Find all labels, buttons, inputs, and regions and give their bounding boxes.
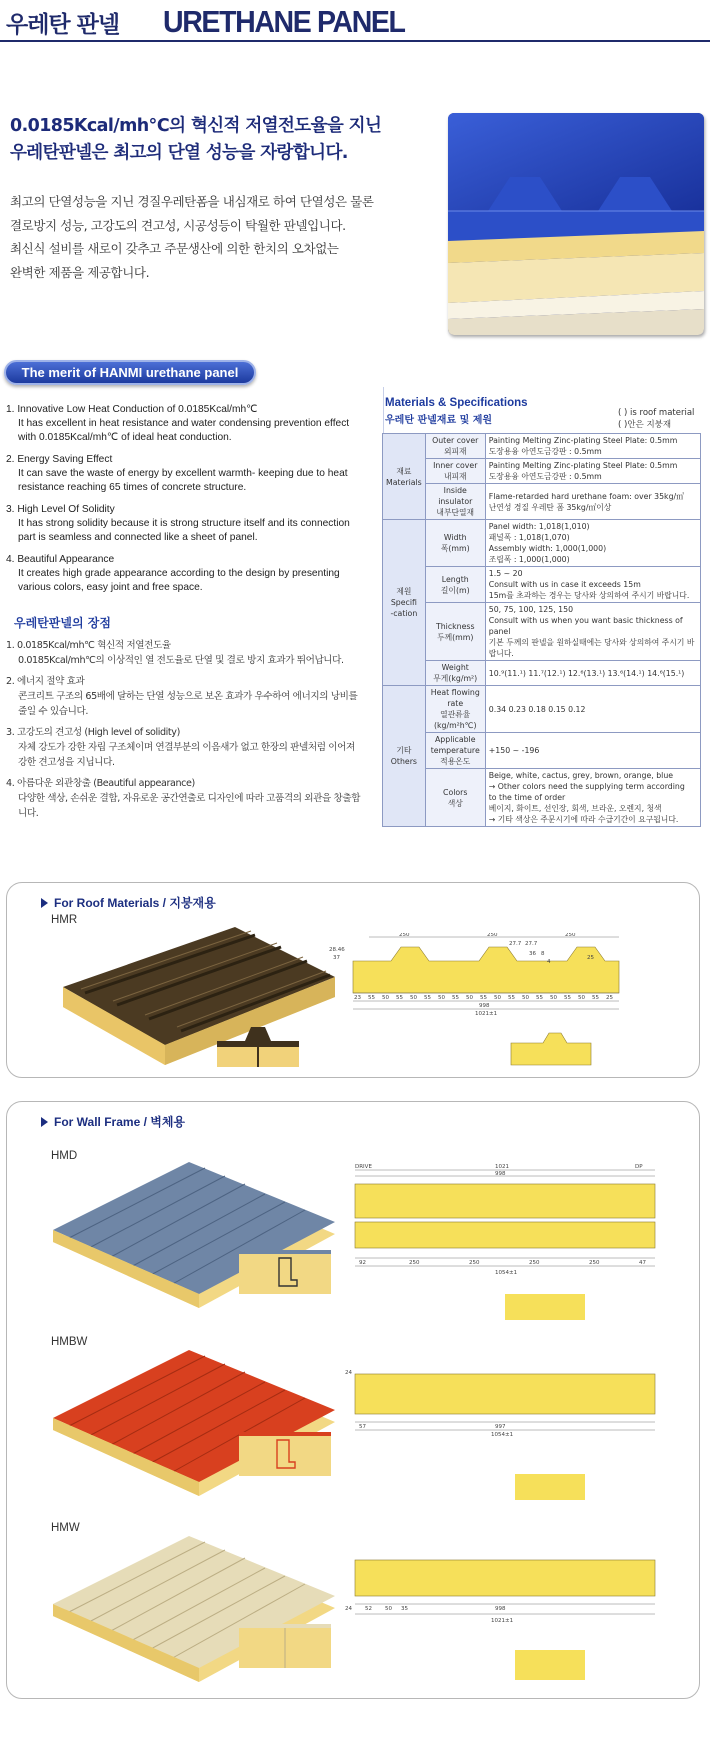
- merit-item: [6, 553, 366, 595]
- spec-row: [383, 484, 701, 520]
- dim-label: 36: [529, 951, 536, 957]
- dim-label: 25: [606, 995, 613, 1001]
- spec-item: [425, 603, 485, 661]
- spec-item: [425, 567, 485, 603]
- dim-label: 55: [452, 995, 459, 1001]
- spec-item-label: Inside insulator 내부단열재: [436, 486, 475, 517]
- merit-ko-item-body: 다양한 색상, 손쉬운 결합, 자유로운 공간연출로 디자인에 따라 고품격의 외관을 창출합니다.: [18, 793, 361, 819]
- page-title-korean: 우레탄 판넬: [6, 12, 120, 38]
- dim-label: 1054±1: [491, 1432, 514, 1438]
- merit-item-body: It creates high grade appearance according to the design by presenting various colors, easy joint and free space.: [18, 568, 340, 593]
- wall-section-head: [41, 1113, 185, 1130]
- dim-label: 50: [382, 995, 389, 1001]
- merit-korean-list: [6, 638, 366, 827]
- merit-item-head: 2. Energy Saving Effect: [6, 454, 113, 465]
- spec-item-label: Colors 색상: [443, 787, 468, 808]
- dim-label: 50: [522, 995, 529, 1001]
- spec-category: [383, 434, 426, 520]
- dim-label: 55: [592, 995, 599, 1001]
- intro-body-line: 최고의 단열성능을 지닌 경질우레탄폼을 내심재로 하여 단열성은 물론: [10, 194, 374, 209]
- spec-item-label: Weight 무게(kg/m²): [433, 663, 478, 683]
- dim-label: 997: [495, 1424, 506, 1430]
- dim-label: 24: [345, 1370, 352, 1376]
- spec-value: [485, 434, 700, 459]
- spec-item-label: Applicable temperature 적용온도: [430, 735, 480, 766]
- dim-label: 50: [494, 995, 501, 1001]
- merit-ko-item-head: 2. 에너지 절약 효과: [6, 676, 85, 687]
- spec-category: [383, 686, 426, 827]
- roof-materials-section: [6, 882, 700, 1078]
- dim-label: 55: [424, 995, 431, 1001]
- merit-ko-item-head: 3. 고강도의 견고성 (High level of solidity): [6, 727, 180, 738]
- intro-body: [10, 190, 410, 284]
- spec-item: [425, 434, 485, 459]
- spec-subtitle: 우레탄 판넬재료 및 제원: [385, 415, 493, 426]
- dim-label: 250: [409, 1260, 420, 1266]
- spec-value-text: Flame-retarded hard urethane foam: over 35kg/㎥ 난연성 경질 우레탄 폼 35kg/㎥이상: [488, 491, 684, 512]
- spec-row: [383, 661, 701, 686]
- merit-ko-item: [6, 725, 366, 770]
- merit-item-head: 3. High Level Of Solidity: [6, 504, 115, 515]
- hmbw-joint-illustration: [239, 1432, 331, 1476]
- spec-item: [425, 686, 485, 733]
- dim-label: 35: [401, 1606, 408, 1612]
- spec-category: [383, 520, 426, 686]
- spec-value-text: +150 ~ -196: [488, 746, 540, 755]
- spec-value: [485, 686, 700, 733]
- spec-value-text: 1.5 ~ 20 Consult with us in case it exceeds 15m 15m를 초과하는 경우는 당사와 상의하여 주시기 바랍니다.: [488, 569, 690, 600]
- hmw-model-name: HMW: [51, 1522, 80, 1534]
- spec-row: [383, 459, 701, 484]
- roof-bottom-dimensions: [354, 995, 613, 1001]
- spec-note: [618, 407, 694, 431]
- spec-row: [383, 769, 701, 827]
- wall-section-title: For Wall Frame / 벽체용: [54, 1115, 186, 1129]
- spec-item: [425, 661, 485, 686]
- hmr-section-diagram: [329, 933, 685, 1073]
- spec-item-label: Thickness 두께(mm): [435, 621, 475, 642]
- merit-item-body: It has strong solidity because it is strong structure itself and its connection part is seamless and connected like a sheet of panel.: [18, 518, 350, 543]
- dim-label: 57: [359, 1424, 366, 1430]
- dim-label: 50: [466, 995, 473, 1001]
- dim-label: 1054±1: [495, 1270, 518, 1276]
- dim-label: DP: [635, 1164, 643, 1170]
- merit-ko-item-head: 1. 0.0185Kcal/mh℃ 혁신적 저열전도율: [6, 640, 171, 651]
- roof-model-name: HMR: [51, 914, 78, 926]
- spec-value-text: Panel width: 1,018(1,010) 패널폭 : 1,018(1,070) Assembly width: 1,000(1,000) 조립폭 : 1,000(1,000): [488, 522, 607, 564]
- dim-label: 25: [587, 955, 594, 961]
- hmd-model-name: HMD: [51, 1150, 78, 1162]
- intro-headline: [10, 113, 410, 167]
- spec-item: [425, 520, 485, 567]
- spec-table: [382, 433, 701, 827]
- spec-item-label: Outer cover 외피재: [432, 436, 479, 456]
- roof-section-head: [41, 894, 216, 911]
- spec-title: Materials & Specifications: [385, 397, 528, 409]
- merit-item: [6, 403, 366, 445]
- spec-row: [383, 434, 701, 459]
- dim-label: DRIVE: [355, 1164, 372, 1170]
- dim-label: 1021±1: [475, 1011, 498, 1017]
- intro-body-line: 최신식 설비를 새로이 갖추고 주문생산에 의한 한치의 오차없는: [10, 241, 339, 256]
- merit-ko-item-body: 자체 강도가 강한 자립 구조체이며 연결부분의 이음새가 없고 한장의 판넬처럼 이어져 강한 견고성을 지닙니다.: [18, 742, 355, 768]
- spec-value: [485, 520, 700, 567]
- dim-label: 998: [479, 1003, 490, 1009]
- dim-label: 24: [345, 1606, 352, 1612]
- merit-ko-item-body: 0.0185Kcal/mh℃의 이상적인 열 전도율로 단열 및 결로 방지 효과가 뛰어납니다.: [18, 655, 344, 666]
- hmd-section-diagram: [325, 1164, 685, 1324]
- spec-category-label: 기타 Others: [390, 746, 417, 766]
- spec-value: [485, 567, 700, 603]
- merit-ko-item-body: 콘크리트 구조의 65배에 달하는 단열 성능으로 보온 효과가 우수하여 에너지의 낭비를 줄일 수 있습니다.: [18, 691, 358, 717]
- merit-ko-item: [6, 776, 366, 821]
- dim-label: 55: [396, 995, 403, 1001]
- spec-row: [383, 567, 701, 603]
- spec-value: [485, 484, 700, 520]
- spec-value-text: Painting Melting Zinc-plating Steel Plate: 0.5mm 도장용융 아연도금강판 : 0.5mm: [488, 461, 678, 481]
- spec-item: [425, 733, 485, 769]
- dim-label: 1021: [495, 1164, 509, 1170]
- dim-label: 55: [480, 995, 487, 1001]
- spec-row: [383, 733, 701, 769]
- merit-english-list: [6, 403, 366, 603]
- dim-label: 47: [639, 1260, 646, 1266]
- dim-label: 23: [354, 995, 361, 1001]
- merit-item-head: 4. Beautiful Appearance: [6, 554, 115, 565]
- merit-ko-item-head: 4. 아름다운 외관창출 (Beautiful appearance): [6, 778, 195, 789]
- spec-row: [383, 686, 701, 733]
- dim-label: 37: [333, 955, 340, 961]
- dim-label: 4: [547, 959, 551, 965]
- spec-value: [485, 661, 700, 686]
- roof-section-title: For Roof Materials / 지붕재용: [54, 896, 216, 910]
- dim-label: 250: [565, 933, 576, 938]
- spec-value-text: 50, 75, 100, 125, 150 Consult with us when you want basic thickness of panel 기본 두께의 판넬을 원하실때에는 당사와 상의하여 주시기 바랍니다.: [488, 605, 695, 658]
- dim-label: 998: [495, 1171, 506, 1177]
- hero-panel-illustration: [448, 113, 704, 335]
- bullet-triangle-icon: [41, 898, 48, 908]
- spec-category-label: 제원 Specifi -cation: [390, 587, 418, 618]
- spec-item-label: Length 길이(m): [440, 574, 470, 595]
- spec-value-text: Beige, white, cactus, grey, brown, orange, blue → Other colors need the supplying term according to the time of order 베이지, 화이트, 선인장, 회색, 브라운, 오렌지, 청색 → 기타 색상은 주문시기에 따라 수급기간이 요구됩니다.: [488, 771, 685, 824]
- merit-item-body: It can save the waste of energy by excellent warmth- keeping due to heat resistance reaching 65 times of concrete structure.: [18, 468, 348, 493]
- spec-value: [485, 733, 700, 769]
- spec-value: [485, 603, 700, 661]
- hmd-joint-illustration: [239, 1250, 331, 1294]
- merit-ko-item: [6, 674, 366, 719]
- spec-item: [425, 459, 485, 484]
- dim-label: 55: [536, 995, 543, 1001]
- dim-label: 27.7: [525, 941, 538, 947]
- dim-label: 28.46: [329, 947, 345, 953]
- dim-label: 250: [399, 933, 410, 938]
- dim-label: 50: [578, 995, 585, 1001]
- dim-label: 1021±1: [491, 1618, 514, 1624]
- dim-label: 50: [550, 995, 557, 1001]
- spec-value-text: Painting Melting Zinc-plating Steel Plate: 0.5mm 도장용융 아연도금강판 : 0.5mm: [488, 436, 678, 456]
- spec-item-label: Inner cover 내피재: [433, 461, 478, 481]
- spec-item-label: Width 폭(mm): [440, 533, 470, 553]
- spec-item: [425, 769, 485, 827]
- spec-row: [383, 603, 701, 661]
- dim-label: 55: [368, 995, 375, 1001]
- hmw-section-diagram: [325, 1550, 685, 1690]
- page-title-english: URETHANE PANEL: [163, 4, 405, 39]
- merit-title: The merit of HANMI urethane panel: [4, 360, 256, 385]
- hmbw-section-diagram: [325, 1364, 685, 1504]
- dim-label: 50: [410, 995, 417, 1001]
- hero-panel-photo: [448, 113, 704, 335]
- hmbw-model-name: HMBW: [51, 1336, 88, 1348]
- merit-ko-item: [6, 638, 366, 668]
- intro-headline-line: 우레탄판넬은 최고의 단열 성능을 자랑합니다.: [10, 143, 348, 163]
- bullet-triangle-icon: [41, 1117, 48, 1127]
- dim-label: 250: [529, 1260, 540, 1266]
- intro-body-line: 결로방지 성능, 고강도의 견고성, 시공성등이 탁월한 판넬입니다.: [10, 217, 346, 233]
- hmr-panel-illustration: [55, 927, 345, 1071]
- spec-item: [425, 484, 485, 520]
- hmbw-panel-illustration: [49, 1350, 339, 1500]
- header-divider: [0, 40, 710, 42]
- dim-label: 250: [487, 933, 498, 938]
- dim-label: 92: [359, 1260, 366, 1266]
- dim-label: 998: [495, 1606, 506, 1612]
- hmw-joint-illustration: [239, 1624, 331, 1668]
- dim-label: 50: [438, 995, 445, 1001]
- merit-korean-title: 우레탄판넬의 장점: [14, 616, 111, 630]
- spec-row: [383, 520, 701, 567]
- merit-item: [6, 453, 366, 495]
- merit-item: [6, 503, 366, 545]
- spec-item-label: Heat flowing rate 열관류율(kg/m²h℃): [430, 688, 480, 730]
- spec-value: [485, 769, 700, 827]
- dim-label: 55: [508, 995, 515, 1001]
- dim-label: 50: [385, 1606, 392, 1612]
- spec-note-line: ( )안은 지붕재: [618, 420, 672, 430]
- dim-label: 250: [589, 1260, 600, 1266]
- hmr-joint-illustration: [217, 1023, 299, 1069]
- dim-label: 52: [365, 1606, 372, 1612]
- spec-value-text: 0.34 0.23 0.18 0.15 0.12: [488, 704, 586, 714]
- spec-category-label: 재료 Materials: [386, 466, 422, 487]
- dim-label: 250: [469, 1260, 480, 1266]
- intro-body-line: 완벽한 제품을 제공합니다.: [10, 264, 150, 280]
- spec-note-line: ( ) is roof material: [618, 408, 695, 418]
- dim-label: 8: [541, 951, 545, 957]
- intro-headline-line: 0.0185Kcal/mh℃의 혁신적 저열전도율을 지닌: [10, 116, 382, 136]
- spec-value-text: 10.⁹(11.¹) 11.⁷(12.¹) 12.⁶(13.¹) 13.⁶(14.¹) 14.⁶(15.¹): [488, 668, 685, 678]
- merit-item-head: 1. Innovative Low Heat Conduction of 0.0185Kcal/mh℃: [6, 404, 258, 415]
- spec-value: [485, 459, 700, 484]
- wall-frame-section: [6, 1101, 700, 1699]
- dim-label: 27.7: [509, 941, 522, 947]
- merit-item-body: It has excellent in heat resistance and water condensing prevention effect with 0.0185Kcal/mh℃ of ideal heat conduction.: [18, 418, 350, 443]
- dim-label: 55: [564, 995, 571, 1001]
